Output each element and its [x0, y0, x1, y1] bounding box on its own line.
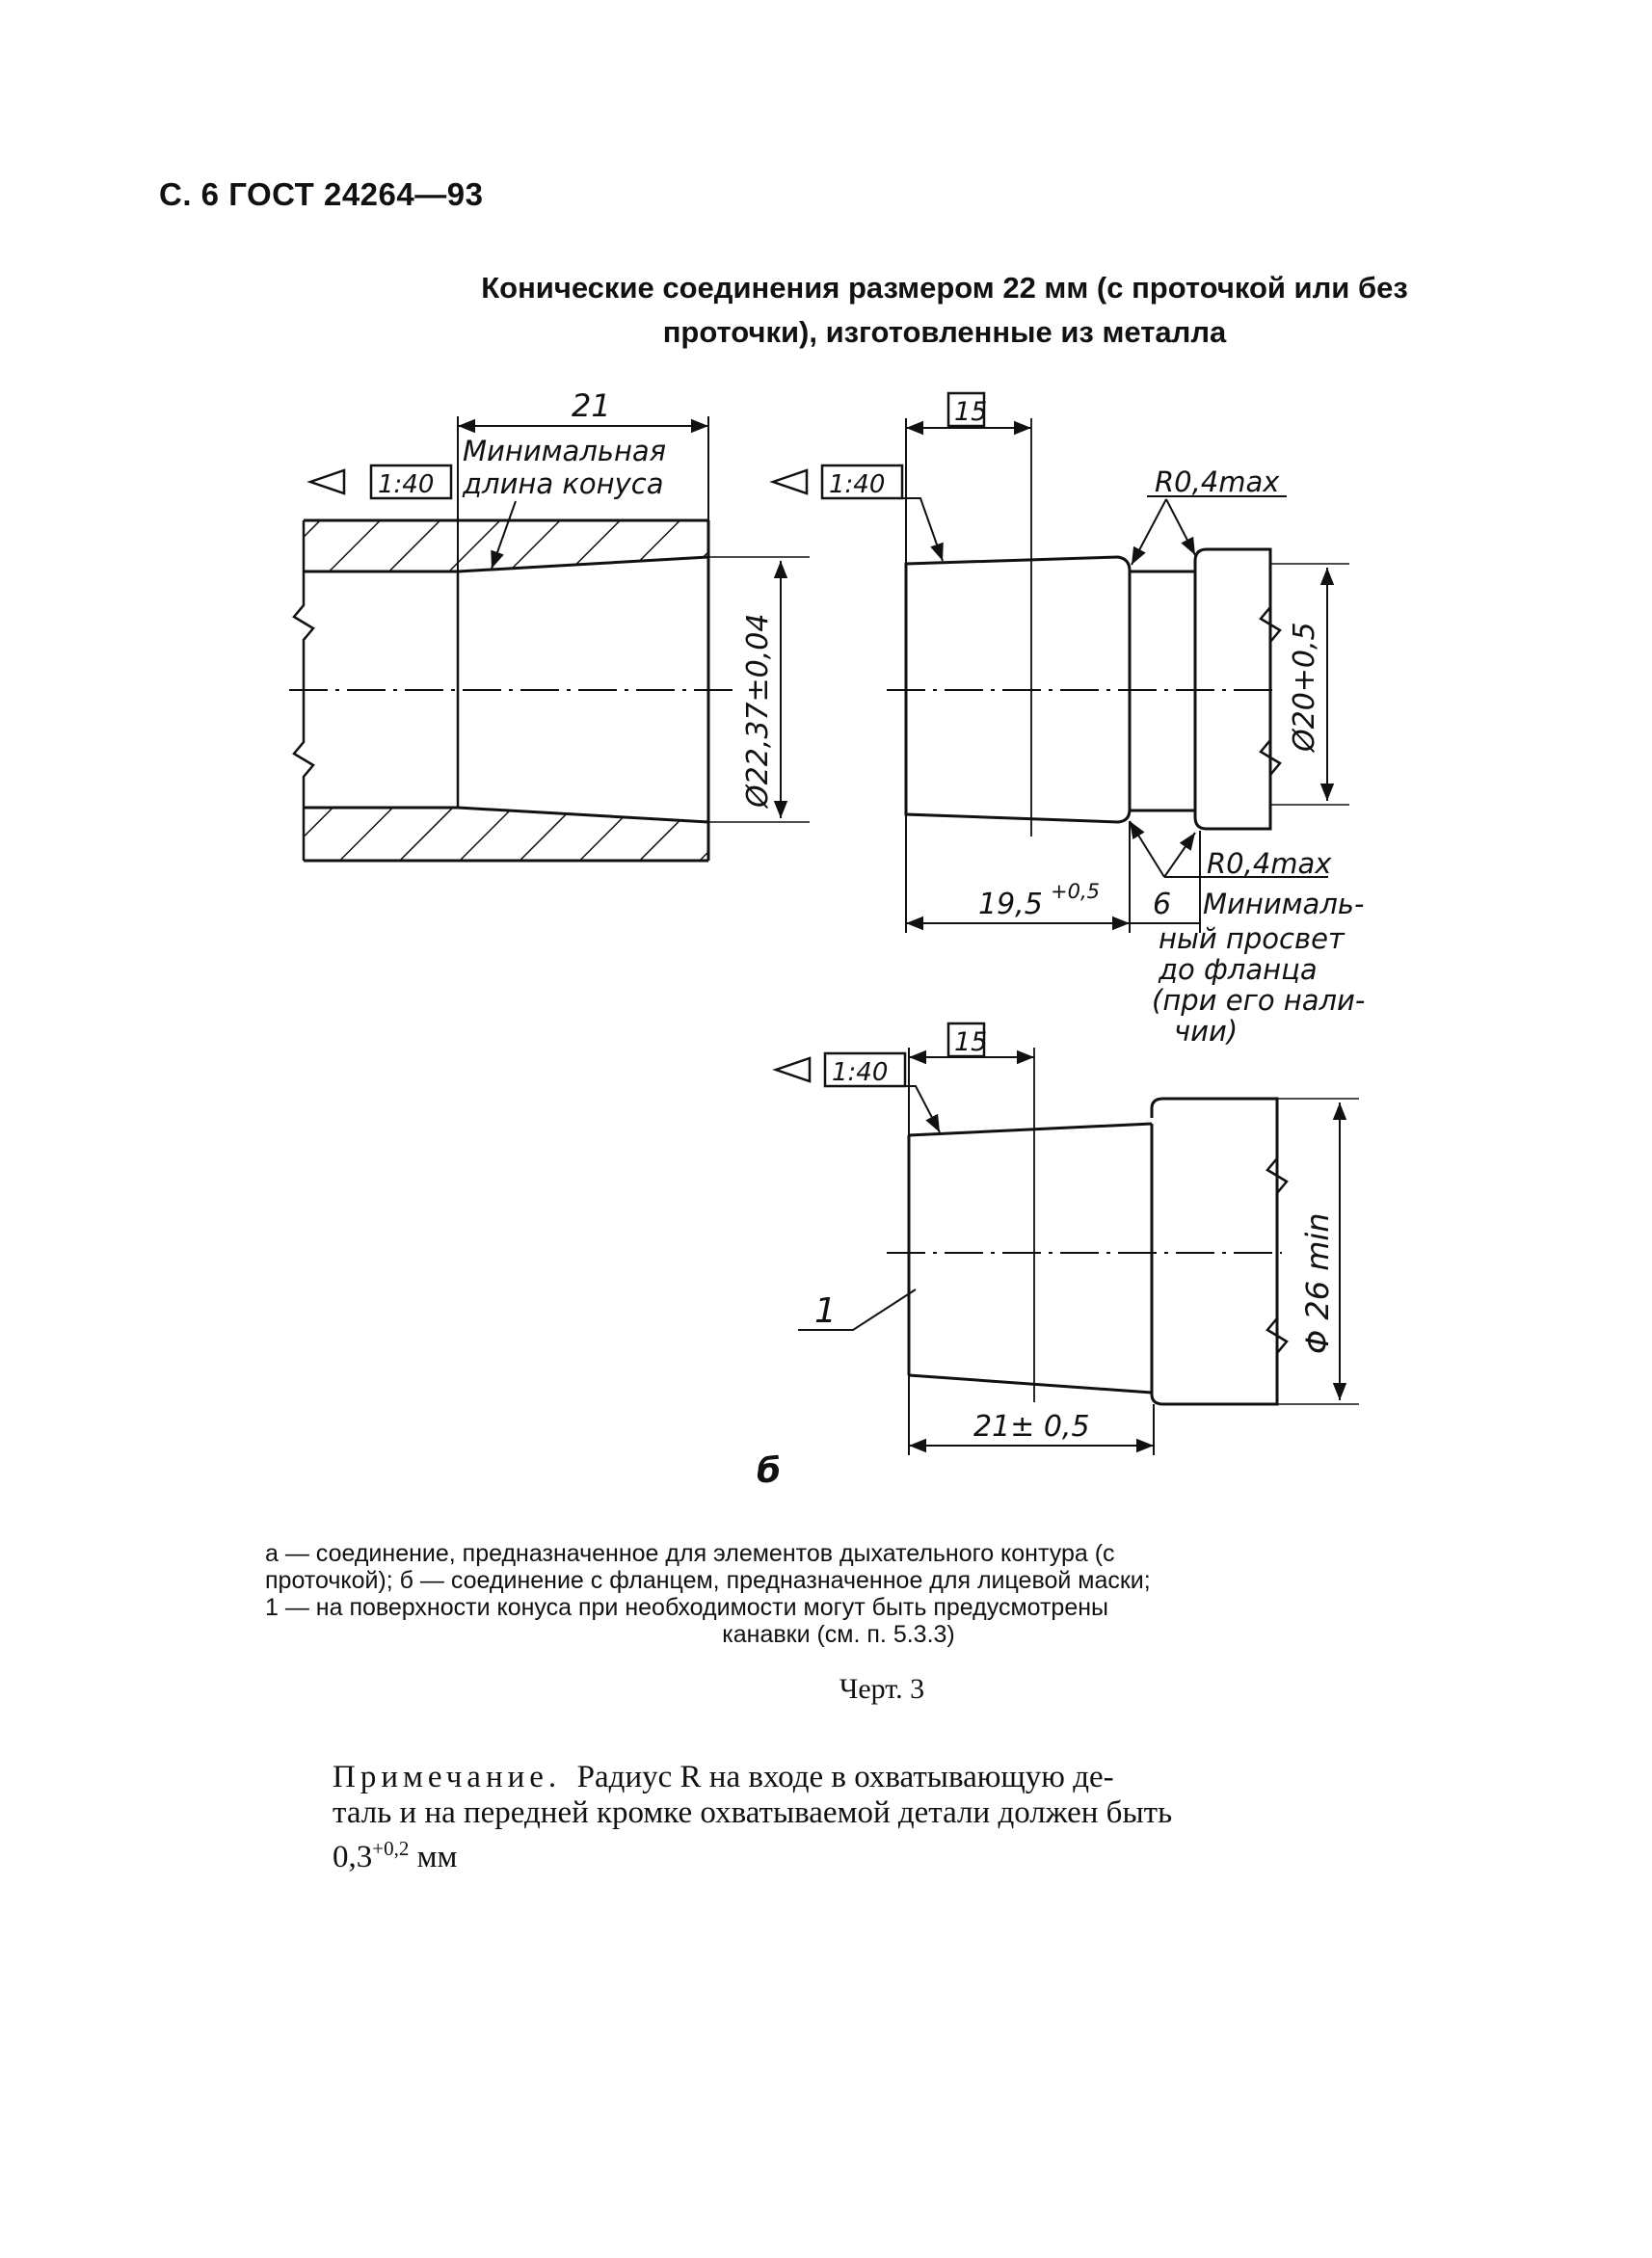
- title-line-1: Конические соединения размером 22 мм (с проточкой или без: [481, 271, 1408, 305]
- socket-section: [289, 387, 810, 861]
- figure-caption: [265, 1540, 1412, 1648]
- flange-note-line1: Минималь-: [1203, 888, 1365, 920]
- caption-line-2: проточкой); б — соединение с фланцем, предназначенное для лицевой маски;: [265, 1567, 1151, 1594]
- flange-note-line2: ный просвет: [1159, 922, 1345, 955]
- taper-symbol-icon: [773, 470, 807, 493]
- note-value: 0,3: [333, 1840, 373, 1874]
- note-text-2: таль и на передней кромке охватываемой детали должен быть: [333, 1795, 1173, 1830]
- dim-21-label: 21: [572, 387, 611, 424]
- cone-top-edge: [909, 1124, 1152, 1135]
- taper-symbol-icon: [310, 470, 344, 493]
- sheet-label-b: б: [757, 1451, 782, 1491]
- length-19-5-label: 19,5: [978, 888, 1043, 921]
- min-cone-note-line2: длина конуса: [463, 467, 664, 500]
- flange-note-line3: до фланца: [1159, 953, 1318, 986]
- gauge-15-label: 15: [954, 397, 988, 427]
- leader-1-label: 1: [814, 1291, 837, 1331]
- note-line-3: [333, 1831, 1410, 1875]
- taper-ratio-label: 1:40: [832, 1058, 889, 1087]
- groove-6-label: 6: [1153, 888, 1172, 921]
- leader-line: [1132, 499, 1166, 565]
- radius-top-label: R0,4max: [1155, 465, 1280, 498]
- taper-ratio-label: 1:40: [829, 470, 886, 499]
- diameter-26-label: Φ 26 min: [1299, 1212, 1336, 1354]
- caption-line-4: канавки (см. п. 5.3.3): [722, 1621, 955, 1648]
- page-header: С. 6 ГОСТ 24264—93: [159, 176, 484, 212]
- diameter-22-label: Ø22,37±0,04: [741, 613, 775, 808]
- leader-line: [905, 1086, 940, 1132]
- min-cone-note-line1: Минимальная: [463, 435, 667, 467]
- figure-label: Черт. 3: [839, 1673, 925, 1705]
- leader-line: [1166, 499, 1195, 555]
- caption-line-3: 1 — на поверхности конуса при необходимости могут быть предусмотрены: [265, 1594, 1109, 1621]
- leader-line: [1130, 821, 1164, 877]
- caption-line-1: а — соединение, предназначенное для элементов дыхательного контура (с: [265, 1540, 1115, 1567]
- title-line-2: проточки), изготовленные из металла: [662, 315, 1227, 349]
- note-text-1: Радиус R на входе в охватывающую де-: [576, 1760, 1114, 1794]
- leader-line: [1164, 833, 1195, 877]
- radius-bottom-label: R0,4max: [1207, 847, 1332, 880]
- leader-line: [902, 498, 943, 561]
- taper-symbol-icon: [776, 1058, 810, 1081]
- length-21-label: 21± 0,5: [973, 1410, 1090, 1444]
- flange-note-line5: чии): [1174, 1015, 1239, 1048]
- note-block: [333, 1760, 1410, 1875]
- note-line-1: [333, 1760, 1410, 1795]
- note-tolerance: +0,2: [372, 1837, 410, 1860]
- diameter-20-label: Ø20+0,5: [1288, 622, 1321, 752]
- cone-with-flange: [757, 1023, 1359, 1491]
- length-tolerance-label: +0,5: [1051, 880, 1100, 903]
- note-unit: мм: [409, 1840, 458, 1874]
- note-label: Примечание.: [333, 1760, 562, 1794]
- flange: [1152, 1099, 1277, 1404]
- male-cone-groove: [773, 393, 1365, 1048]
- gauge-15-label: 15: [954, 1027, 988, 1057]
- cone-bottom-edge: [909, 1375, 1152, 1393]
- flange-note-line4: (при его нали-: [1152, 984, 1366, 1017]
- taper-ratio-label: 1:40: [378, 470, 435, 499]
